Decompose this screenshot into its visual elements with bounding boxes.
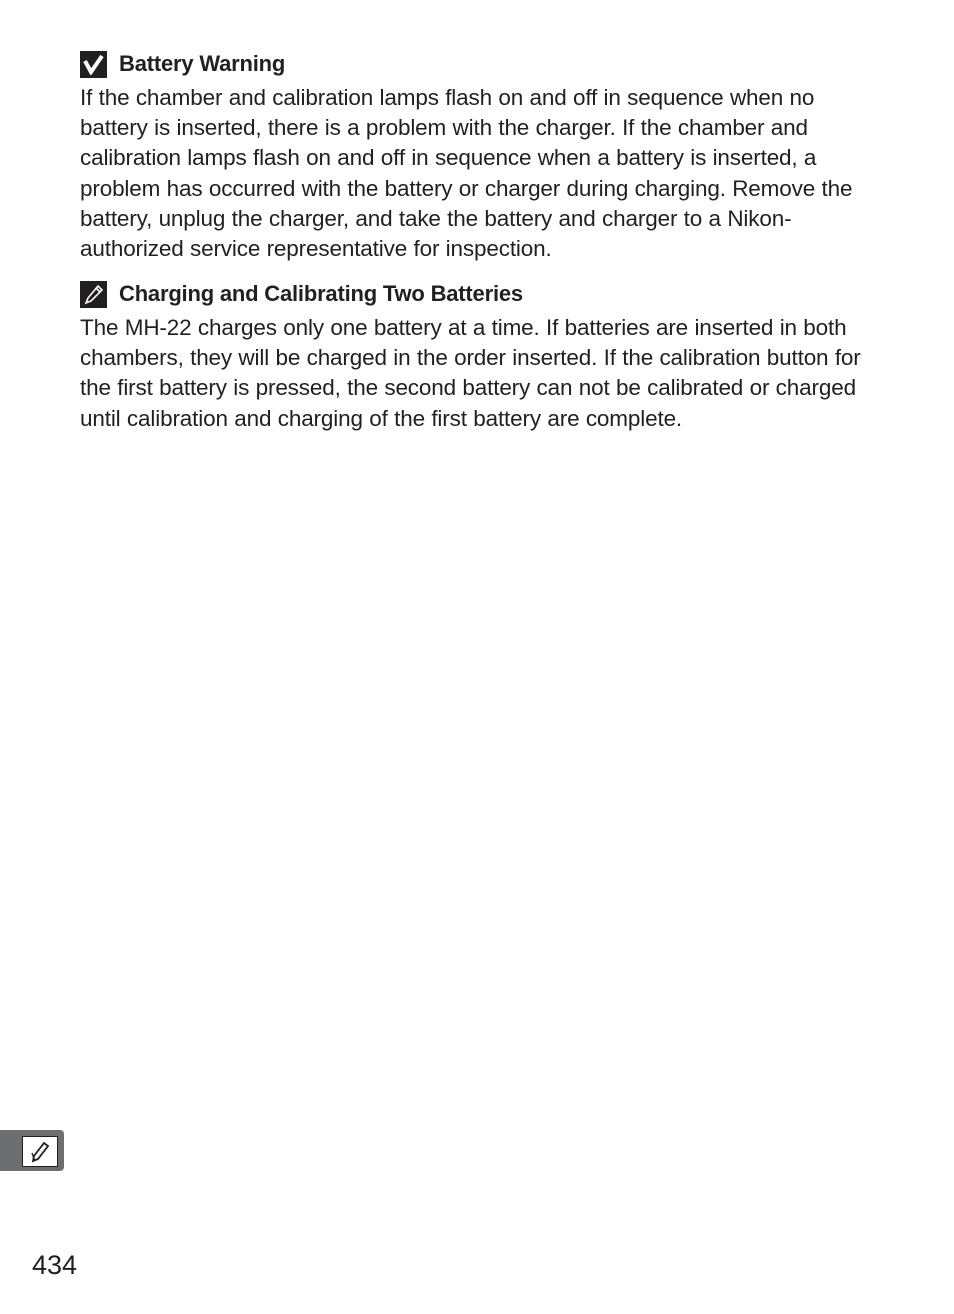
page-number: 434: [32, 1250, 78, 1280]
pencil-note-icon: [80, 281, 107, 308]
two-batteries-section: [80, 278, 870, 434]
technical-notes-icon: [22, 1136, 58, 1167]
two-batteries-heading: Charging and Calibrating Two Batteries: [119, 281, 523, 306]
battery-warning-heading-row: [80, 48, 870, 80]
technical-notes-tab[interactable]: [0, 1130, 64, 1171]
battery-warning-heading: Battery Warning: [119, 51, 286, 76]
checkmark-warning-icon: [80, 51, 107, 78]
two-batteries-heading-row: [80, 278, 870, 310]
two-batteries-text: The MH-22 charges only one battery at a time. If batteries are inserted in both chambers, they will be charged in the order inserted. If the calibration button for the first battery is pressed, the second battery can not be calibrated or charged until calibration and charging of the first battery are complete.: [80, 315, 861, 431]
battery-warning-section: [80, 48, 870, 264]
battery-warning-text: If the chamber and calibration lamps flash on and off in sequence when no battery is inserted, there is a problem with the charger. If the chamber and calibration lamps flash on and off in sequence when a battery is inserted, a problem has occurred with the battery or charger during charging. Remove the battery, unplug the charger, and take the battery and charger to a Nikon-authorized service representative for inspection.: [80, 85, 853, 262]
